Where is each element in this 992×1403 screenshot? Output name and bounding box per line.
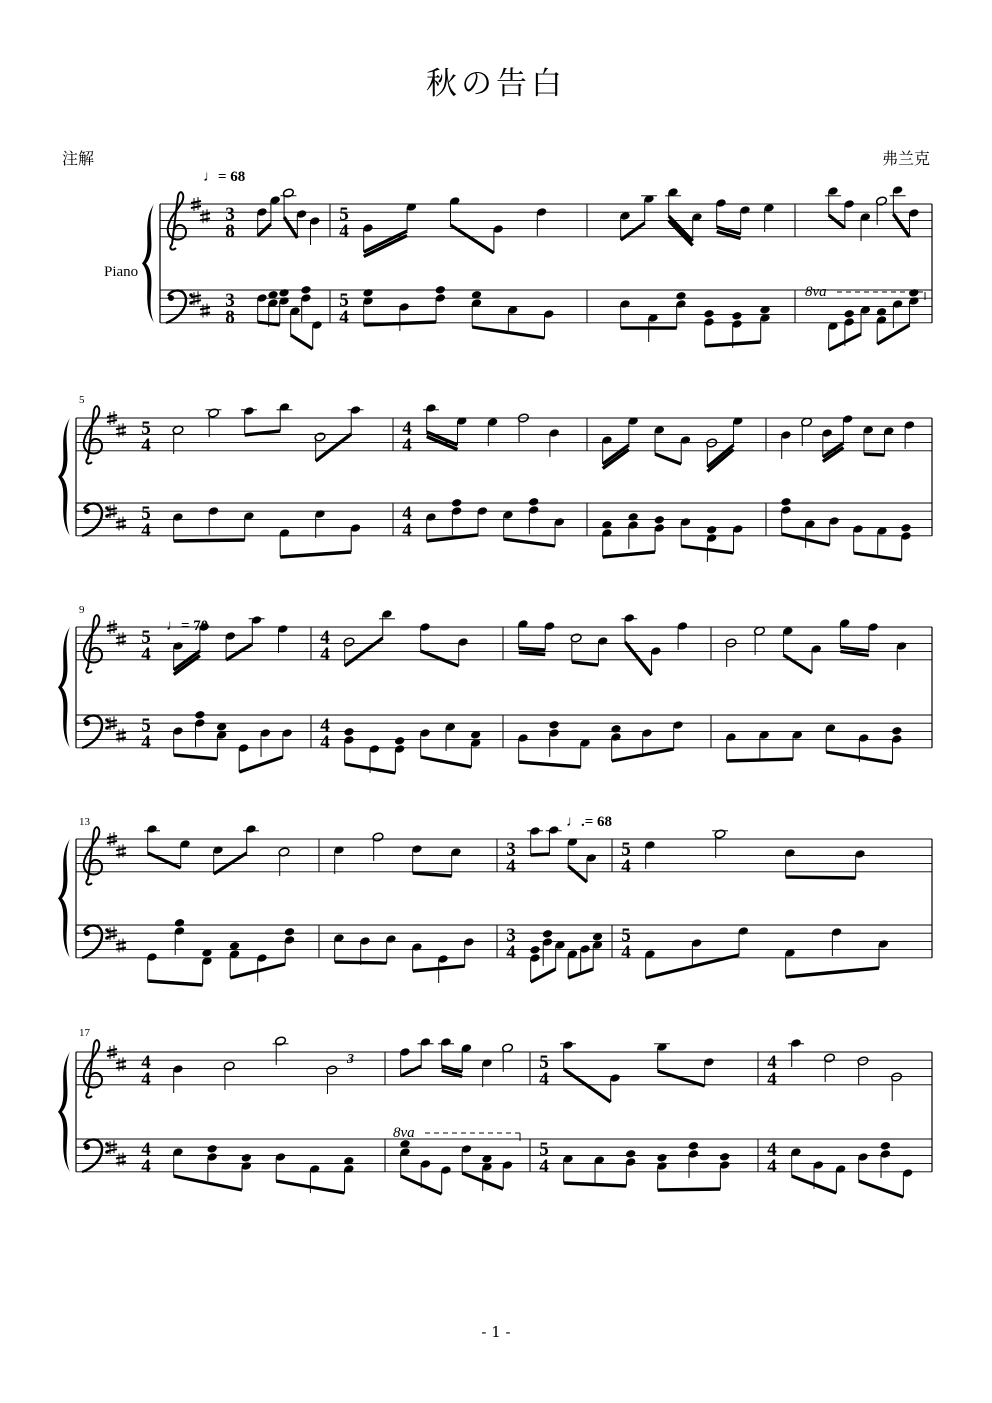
note-beam xyxy=(669,221,693,246)
note-beam xyxy=(625,642,652,675)
note-head xyxy=(675,291,686,301)
system-brace xyxy=(142,204,154,323)
sharp-sign xyxy=(191,201,201,203)
note-beam xyxy=(335,962,387,963)
measure-number: 9 xyxy=(79,604,85,616)
page-number: - 1 - xyxy=(481,1323,511,1341)
note-head xyxy=(206,1144,217,1154)
time-signature-numerator: 5 xyxy=(339,204,349,225)
note-beam xyxy=(658,1189,721,1190)
time-signature-denominator: 4 xyxy=(141,520,151,541)
sharp-sign xyxy=(107,1149,117,1151)
note-beam xyxy=(786,877,856,878)
note-beam xyxy=(174,755,218,759)
note-beam xyxy=(174,656,200,675)
note-beam xyxy=(705,342,761,346)
note-head xyxy=(542,929,553,939)
note-head xyxy=(688,1141,699,1151)
note-head xyxy=(435,285,446,295)
note-beam xyxy=(572,662,599,665)
system-brace xyxy=(58,627,70,748)
time-signature-numerator: 5 xyxy=(339,290,349,311)
sharp-sign xyxy=(107,624,117,626)
note-head xyxy=(362,288,373,298)
note-head xyxy=(627,512,638,522)
sharp-sign xyxy=(191,206,201,208)
composer-name: 弗兰克 xyxy=(881,149,930,168)
score-text-layer xyxy=(79,169,925,1177)
sharp-sign xyxy=(116,848,126,850)
note-beam xyxy=(621,223,645,240)
sharp-sign xyxy=(107,1054,117,1056)
time-signature-denominator: 4 xyxy=(621,856,631,877)
note-beam xyxy=(707,445,733,467)
note-head xyxy=(194,710,205,720)
note-head xyxy=(394,736,405,746)
note-head xyxy=(528,497,539,507)
time-signature-denominator: 4 xyxy=(339,307,349,328)
measure-number: 17 xyxy=(79,1027,90,1039)
note-head xyxy=(174,918,185,928)
note-head xyxy=(241,1153,252,1163)
score-title: 秋の告白 xyxy=(426,66,566,102)
time-signature-numerator: 5 xyxy=(539,1052,549,1073)
time-signature-denominator: 8 xyxy=(225,307,235,328)
time-signature-denominator: 4 xyxy=(402,435,412,456)
note-head xyxy=(703,309,714,319)
time-signature-denominator: 4 xyxy=(506,942,516,963)
treble-clef xyxy=(168,192,186,249)
note-beam xyxy=(280,552,351,557)
time-signature-denominator: 4 xyxy=(320,732,330,753)
sharp-sign xyxy=(107,513,117,515)
note-beam xyxy=(603,552,655,557)
time-signature-numerator: 4 xyxy=(320,627,330,648)
note-head xyxy=(876,307,887,317)
note-head xyxy=(610,724,621,734)
bass-clef-dot xyxy=(84,1144,90,1150)
sharp-sign xyxy=(107,935,117,937)
note-beam xyxy=(413,873,452,876)
system-brace xyxy=(58,839,70,958)
tempo-mark: ♩= 70 xyxy=(166,618,209,634)
note-beam xyxy=(291,335,313,349)
note-head xyxy=(601,520,612,530)
note-head xyxy=(343,727,354,737)
note-head xyxy=(843,309,854,319)
note-beam xyxy=(421,651,459,666)
note-beam xyxy=(603,450,629,469)
note-beam xyxy=(707,450,733,472)
time-signature-denominator: 4 xyxy=(141,1156,151,1177)
sharp-sign xyxy=(116,1061,126,1063)
sharp-sign xyxy=(191,300,201,302)
time-signature-numerator: 4 xyxy=(320,715,330,736)
note-head xyxy=(548,720,559,730)
note-head xyxy=(451,498,462,508)
note-head xyxy=(529,945,540,955)
note-beam xyxy=(568,866,587,882)
time-signature-denominator: 4 xyxy=(767,1156,777,1177)
time-signature-denominator: 4 xyxy=(621,942,631,963)
note-beam xyxy=(519,653,546,655)
note-beam xyxy=(786,968,879,977)
treble-clef xyxy=(84,1040,102,1097)
note-beam xyxy=(401,1066,422,1076)
note-beam xyxy=(258,224,271,236)
note-beam xyxy=(893,214,909,237)
time-signature-denominator: 4 xyxy=(320,644,330,665)
note-beam xyxy=(564,1183,627,1186)
annotation-label: 注解 xyxy=(62,149,95,168)
note-beam xyxy=(421,757,472,767)
note-beam xyxy=(531,969,556,982)
measure-number: 5 xyxy=(79,394,85,406)
note-beam xyxy=(655,454,681,464)
note-beam xyxy=(364,236,407,257)
time-signature-denominator: 4 xyxy=(506,856,516,877)
time-signature-numerator: 5 xyxy=(539,1139,549,1160)
tempo-mark: ♩.= 68 xyxy=(566,814,613,830)
time-signature-numerator: 4 xyxy=(141,1052,151,1073)
note-beam xyxy=(603,445,629,464)
time-signature-numerator: 3 xyxy=(506,839,516,860)
instrument-label: Piano xyxy=(104,264,139,280)
time-signature-denominator: 8 xyxy=(225,221,235,242)
time-signature-numerator: 5 xyxy=(141,627,151,648)
note-beam xyxy=(451,225,494,253)
time-signature-numerator: 5 xyxy=(141,418,151,439)
time-signature-numerator: 4 xyxy=(402,503,412,524)
time-signature-denominator: 4 xyxy=(402,520,412,541)
note-head xyxy=(719,1152,730,1162)
note-head xyxy=(891,726,902,736)
note-head xyxy=(908,288,919,298)
time-signature-denominator: 4 xyxy=(141,732,151,753)
sharp-sign xyxy=(116,521,126,523)
sharp-sign xyxy=(107,1049,117,1051)
sharp-sign xyxy=(200,308,210,310)
time-signature-denominator: 4 xyxy=(141,435,151,456)
sharp-sign xyxy=(116,427,126,429)
note-beam xyxy=(531,854,550,855)
time-signature-numerator: 3 xyxy=(225,204,235,225)
note-head xyxy=(900,523,911,533)
note-beam xyxy=(829,215,845,228)
tuplet-number: 3 xyxy=(347,1052,354,1067)
time-signature-numerator: 5 xyxy=(621,925,631,946)
time-signature-numerator: 5 xyxy=(621,839,631,860)
note-head xyxy=(780,497,791,507)
time-signature-denominator: 4 xyxy=(339,221,349,242)
time-signature-denominator: 4 xyxy=(141,644,151,665)
sharp-sign xyxy=(107,836,117,838)
time-signature-numerator: 5 xyxy=(141,715,151,736)
sharp-sign xyxy=(116,943,126,945)
note-head xyxy=(731,311,742,321)
time-signature-denominator: 4 xyxy=(141,1069,151,1090)
note-head xyxy=(278,288,289,298)
time-signature-numerator: 4 xyxy=(402,418,412,439)
bass-clef-dot xyxy=(84,508,90,514)
sharp-sign xyxy=(107,415,117,417)
note-head xyxy=(625,1149,636,1159)
time-signature-numerator: 4 xyxy=(767,1052,777,1073)
measure-number: 13 xyxy=(79,816,90,828)
bass-clef-dot xyxy=(84,720,90,726)
note-beam xyxy=(784,655,812,673)
notes-layer xyxy=(144,185,920,1197)
note-beam xyxy=(727,759,793,761)
sharp-sign xyxy=(107,420,117,422)
note-head xyxy=(343,1156,354,1166)
note-beam xyxy=(364,231,407,252)
treble-clef xyxy=(84,615,102,672)
time-signature-numerator: 4 xyxy=(767,1139,777,1160)
time-signature-denominator: 4 xyxy=(539,1069,549,1090)
note-head xyxy=(880,1141,891,1151)
sharp-sign xyxy=(116,636,126,638)
system-brace xyxy=(58,1052,70,1172)
note-head xyxy=(654,515,665,525)
note-beam xyxy=(519,648,546,650)
octave-mark: 8va xyxy=(805,284,827,300)
time-signature-numerator: 4 xyxy=(141,1139,151,1160)
note-beam xyxy=(316,434,352,461)
bass-clef-dot xyxy=(84,930,90,936)
sharp-sign xyxy=(107,725,117,727)
note-beam xyxy=(148,981,203,985)
treble-clef xyxy=(84,827,102,884)
bass-clef-dot xyxy=(168,295,174,301)
note-beam xyxy=(504,539,555,546)
note-head xyxy=(656,1153,667,1163)
note-beam xyxy=(564,1069,611,1102)
system-brace xyxy=(58,418,70,536)
note-beam xyxy=(174,651,200,670)
note-beam xyxy=(239,757,283,772)
tempo-mark: ♩= 68 xyxy=(203,169,246,185)
note-beam xyxy=(658,1071,705,1086)
note-beam xyxy=(864,454,885,455)
sharp-sign xyxy=(116,1157,126,1159)
note-beam xyxy=(519,762,581,767)
treble-clef xyxy=(84,406,102,463)
staff-systems xyxy=(58,192,932,1172)
sharp-sign xyxy=(200,213,210,215)
sharp-sign xyxy=(116,733,126,735)
note-beam xyxy=(859,1181,904,1197)
note-head xyxy=(300,285,311,295)
time-signature-numerator: 5 xyxy=(141,503,151,524)
note-head xyxy=(284,927,295,937)
time-signature-denominator: 4 xyxy=(539,1156,549,1177)
sharp-sign xyxy=(107,841,117,843)
sharp-sign xyxy=(107,629,117,631)
time-signature-numerator: 3 xyxy=(225,290,235,311)
note-head xyxy=(706,525,717,535)
time-signature-denominator: 4 xyxy=(767,1069,777,1090)
time-signature-numerator: 3 xyxy=(506,925,516,946)
note-beam xyxy=(174,540,245,541)
octave-mark: 8va xyxy=(393,1125,415,1141)
